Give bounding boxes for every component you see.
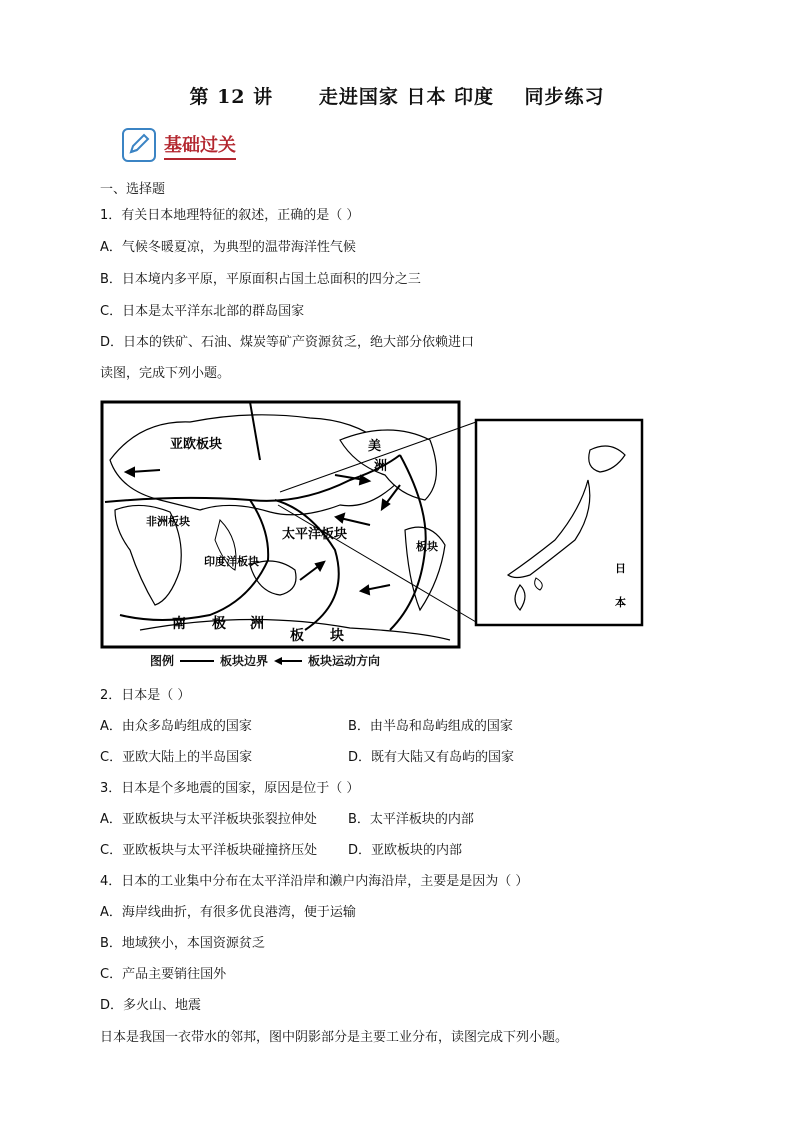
- map-legend: [150, 652, 380, 669]
- q4-option-d[interactable]: D．多火山、地震: [100, 998, 202, 1013]
- legend-direction: 板块运动方向: [308, 654, 381, 668]
- label-antarctic-5: 块: [330, 628, 344, 644]
- q1-option-b[interactable]: B．日本境内多平原，平原面积占国土总面积的四分之三: [100, 272, 421, 287]
- q1-option-a[interactable]: A．气候冬暖夏凉，为典型的温带海洋性气候: [100, 240, 356, 255]
- q4-option-c[interactable]: C．产品主要销往国外: [100, 967, 227, 982]
- q3-option-c[interactable]: C．亚欧板块与太平洋板块碰撞挤压处: [100, 843, 318, 858]
- pencil-icon: [122, 128, 156, 162]
- lecture-section: 同步练习: [524, 86, 605, 108]
- boundary-line-icon: [180, 657, 214, 665]
- plate-map-figure: [100, 400, 648, 670]
- q4-option-a[interactable]: A．海岸线曲折，有很多优良港湾，便于运输: [100, 905, 356, 920]
- q2-option-d[interactable]: D．既有大陆又有岛屿的国家: [348, 750, 515, 765]
- q2-stem: 2．日本是（ ）: [100, 688, 191, 703]
- page-title: [0, 82, 794, 109]
- section-heading: 一、选择题: [100, 182, 166, 197]
- q1-option-c[interactable]: C．日本是太平洋东北部的群岛国家: [100, 304, 305, 319]
- q3-option-a[interactable]: A．亚欧板块与太平洋板块张裂拉伸处: [100, 812, 317, 827]
- section-badge: [122, 128, 236, 162]
- lecture-number: 第 12 讲: [189, 86, 274, 108]
- legend-title: 图例: [150, 654, 175, 668]
- q2-option-a[interactable]: A．由众多岛屿组成的国家: [100, 719, 252, 734]
- label-africa: 非洲板块: [146, 515, 190, 528]
- label-america-1: 美: [368, 439, 382, 454]
- q3-option-b[interactable]: B．太平洋板块的内部: [348, 812, 474, 827]
- label-japan-1: 日: [615, 562, 626, 575]
- q3-option-d[interactable]: D．亚欧板块的内部: [348, 843, 463, 858]
- label-antarctic-2: 极: [212, 616, 226, 632]
- read-map-intro: 读图，完成下列小题。: [100, 366, 231, 381]
- label-japan-2: 本: [615, 596, 626, 609]
- label-antarctic-1: 南: [172, 616, 186, 632]
- q1-option-d[interactable]: D．日本的铁矿、石油、煤炭等矿产资源贫乏，绝大部分依赖进口: [100, 335, 475, 350]
- q4-stem: 4．日本的工业集中分布在太平洋沿岸和濑户内海沿岸，主要是是因为（ ）: [100, 874, 529, 889]
- legend-boundary: 板块边界: [220, 654, 269, 668]
- arrow-left-icon: [274, 656, 302, 666]
- q2-option-c[interactable]: C．亚欧大陆上的半岛国家: [100, 750, 253, 765]
- lecture-topic: 走进国家 日本 印度: [318, 86, 495, 108]
- badge-label: 基础过关: [164, 131, 236, 160]
- label-indian: 印度洋板块: [204, 555, 259, 568]
- label-america-2: 洲: [374, 459, 388, 474]
- q3-stem: 3．日本是个多地震的国家，原因是位于（ ）: [100, 781, 360, 796]
- closing-text: 日本是我国一衣带水的邻邦，图中阴影部分是主要工业分布，读图完成下列小题。: [100, 1030, 569, 1045]
- label-board: 板块: [416, 540, 438, 553]
- q4-option-b[interactable]: B．地域狭小，本国资源贫乏: [100, 936, 265, 951]
- label-pacific: 太平洋板块: [282, 527, 348, 542]
- q2-option-b[interactable]: B．由半岛和岛屿组成的国家: [348, 719, 513, 734]
- label-antarctic-3: 洲: [250, 616, 264, 632]
- q1-stem: 1．有关日本地理特征的叙述，正确的是（ ）: [100, 208, 360, 223]
- label-antarctic-4: 板: [290, 628, 304, 644]
- label-eurasia: 亚欧板块: [170, 437, 223, 452]
